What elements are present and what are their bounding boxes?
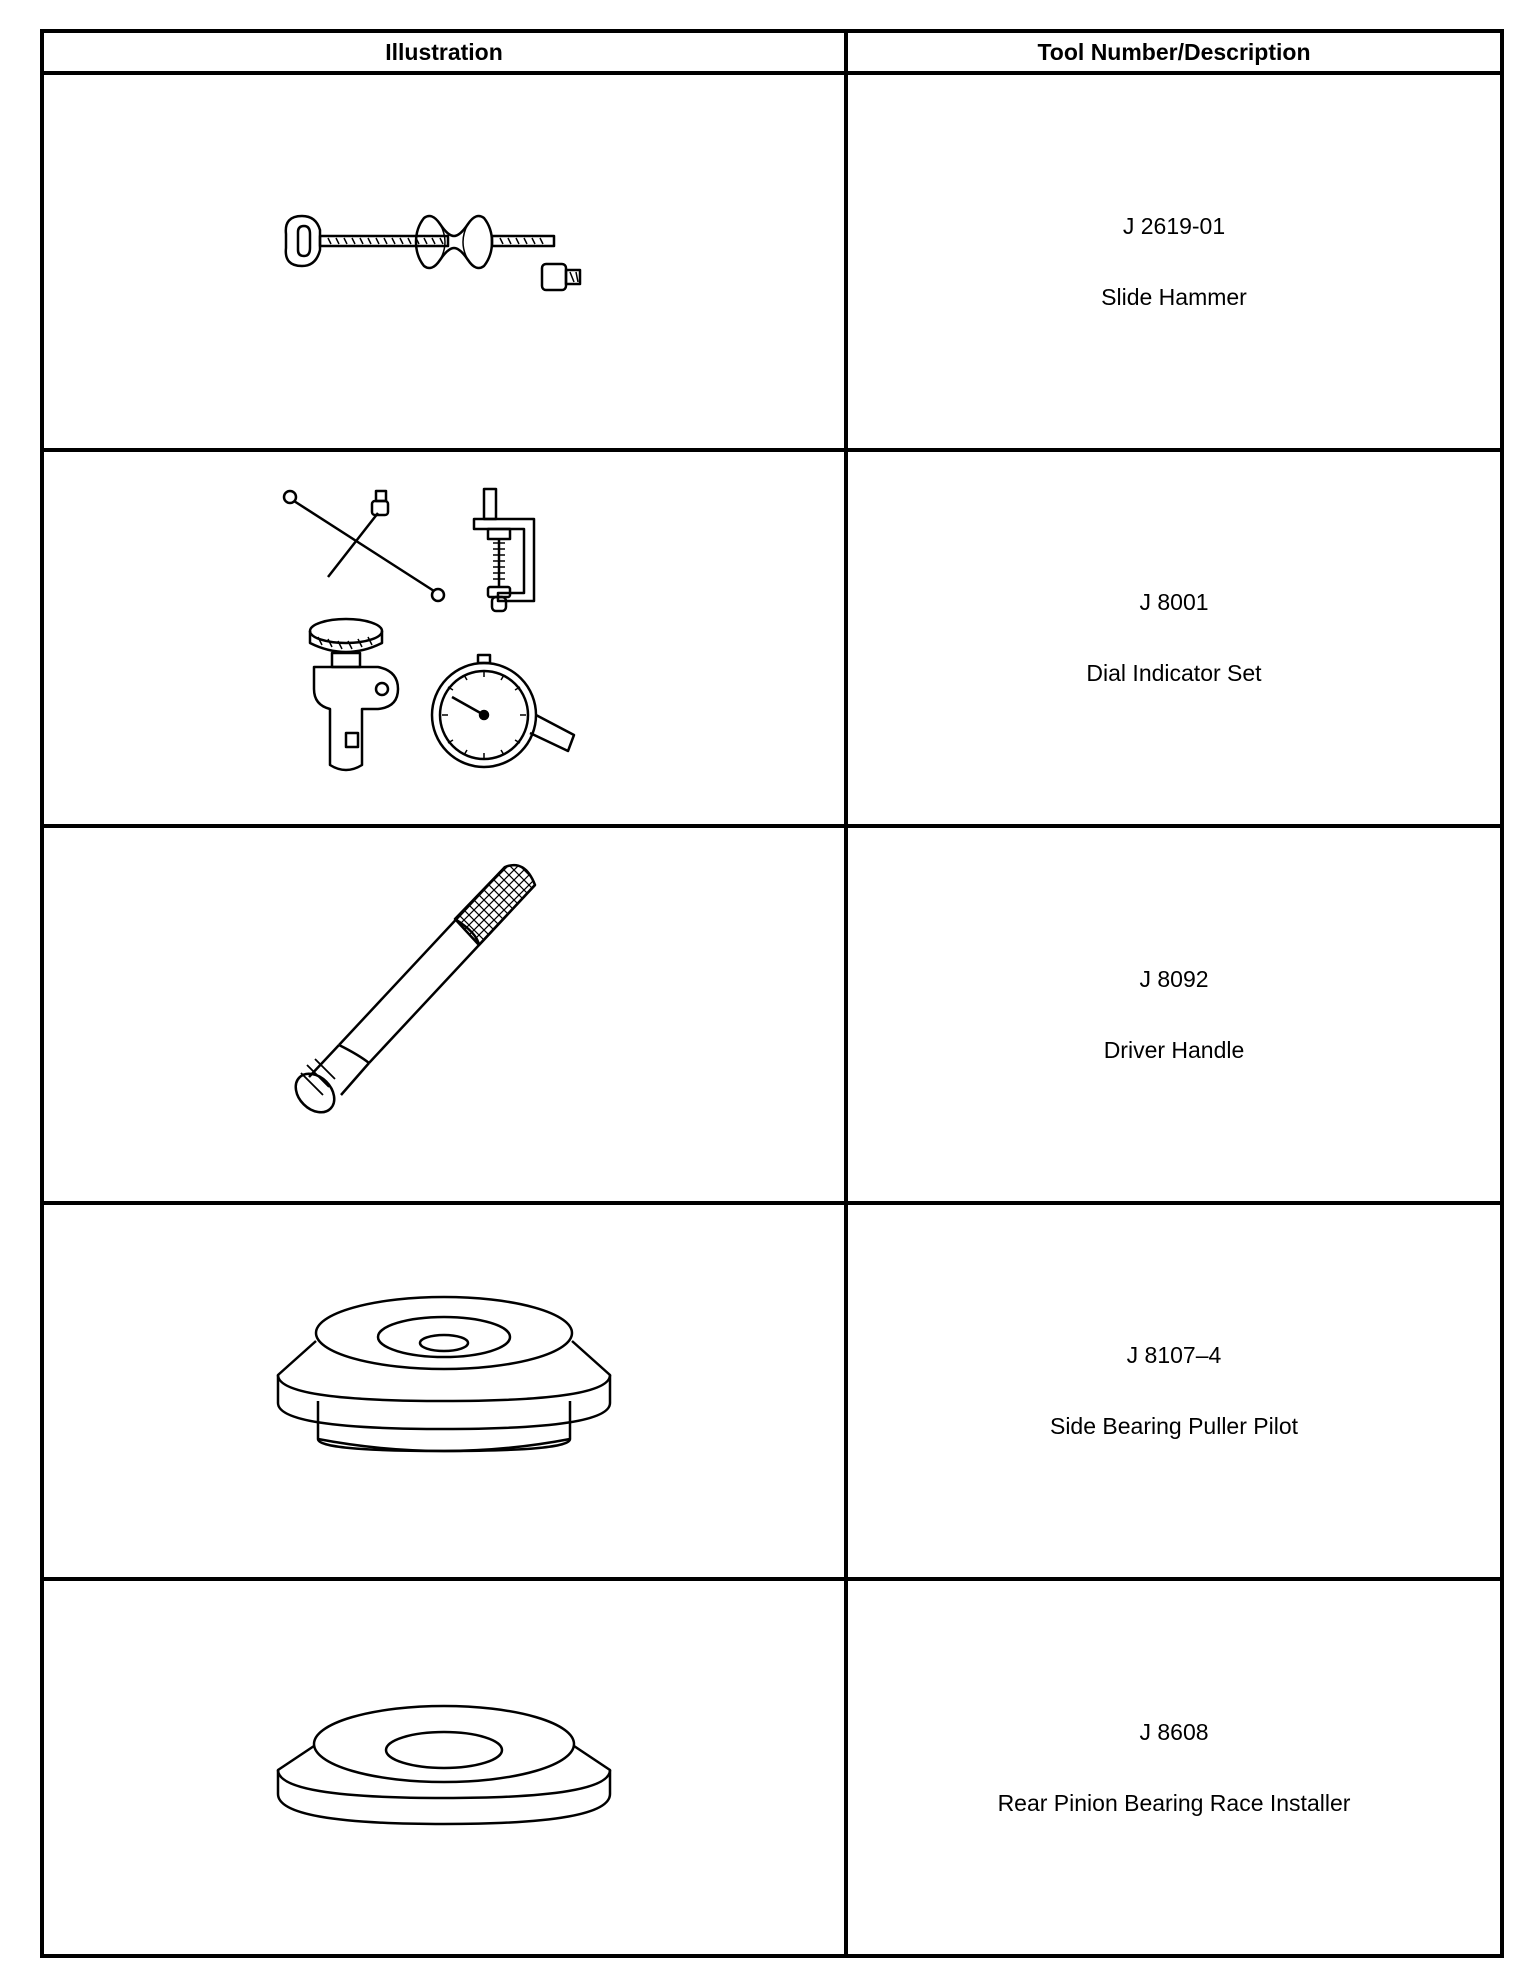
tool-description: Rear Pinion Bearing Race Installer <box>997 1789 1351 1816</box>
header-tool-number-description: Tool Number/Description <box>846 31 1502 73</box>
illustration-cell <box>42 450 846 827</box>
illustration-cell <box>42 73 846 450</box>
tool-number: J 8092 <box>1139 965 1209 992</box>
puller-pilot-icon <box>274 1291 614 1491</box>
race-installer-icon <box>274 1698 614 1838</box>
tool-number: J 8107–4 <box>1126 1342 1222 1369</box>
driver-handle-icon <box>279 855 609 1175</box>
description-cell <box>846 1203 1502 1580</box>
tool-number: J 2619-01 <box>1122 212 1226 239</box>
tool-description: Slide Hammer <box>1101 283 1247 310</box>
illustration-cell <box>42 826 846 1203</box>
table-row <box>42 1203 1502 1580</box>
description-cell <box>846 1579 1502 1956</box>
description-cell <box>846 73 1502 450</box>
table-row <box>42 450 1502 827</box>
table-row <box>42 826 1502 1203</box>
table-row <box>42 73 1502 450</box>
tool-description: Side Bearing Puller Pilot <box>1049 1413 1299 1440</box>
tool-description: Dial Indicator Set <box>1086 660 1262 687</box>
dial-indicator-set-icon <box>274 483 614 793</box>
special-tools-table <box>40 29 1504 1958</box>
table-row <box>42 1579 1502 1956</box>
tool-number: J 8001 <box>1139 589 1209 616</box>
header-illustration: Illustration <box>42 31 846 73</box>
tool-description: Driver Handle <box>1103 1036 1245 1063</box>
table-header-row <box>42 31 1502 73</box>
illustration-cell <box>42 1579 846 1956</box>
description-cell <box>846 450 1502 827</box>
tool-number: J 8608 <box>1139 1718 1209 1745</box>
slide-hammer-icon <box>274 202 614 322</box>
description-cell <box>846 826 1502 1203</box>
illustration-cell <box>42 1203 846 1580</box>
